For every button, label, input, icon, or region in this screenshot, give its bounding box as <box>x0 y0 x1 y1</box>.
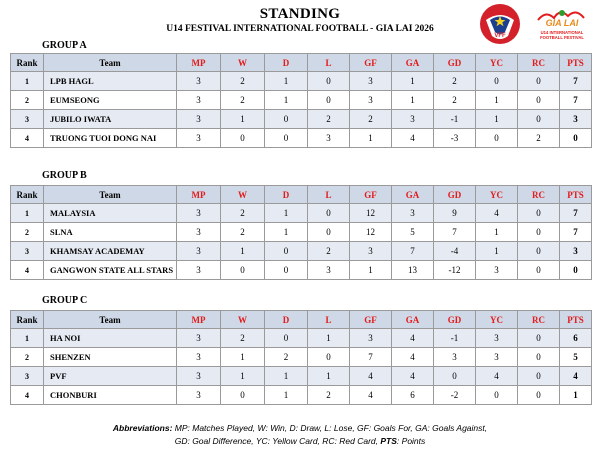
d-cell: 0 <box>265 110 308 129</box>
rank-cell: 2 <box>11 91 44 110</box>
team-cell: MALAYSIA <box>44 204 177 223</box>
mp-cell: 3 <box>177 386 221 405</box>
col-w: W <box>221 54 265 72</box>
svg-text:FOOTBALL FESTIVAL: FOOTBALL FESTIVAL <box>540 35 584 40</box>
ga-cell: 3 <box>392 204 434 223</box>
w-cell: 2 <box>221 204 265 223</box>
d-cell: 1 <box>265 223 308 242</box>
mp-cell: 3 <box>177 261 221 280</box>
rc-cell: 0 <box>518 386 560 405</box>
d-cell: 1 <box>265 91 308 110</box>
rc-cell: 0 <box>518 72 560 91</box>
table-row <box>11 110 592 129</box>
rank-cell: 2 <box>11 348 44 367</box>
gd-cell: -3 <box>434 129 476 148</box>
group-c-table <box>10 310 592 405</box>
gd-cell: -1 <box>434 110 476 129</box>
table-row <box>11 261 592 280</box>
mp-cell: 3 <box>177 242 221 261</box>
l-cell: 0 <box>308 348 350 367</box>
gf-cell: 3 <box>350 72 392 91</box>
ga-cell: 1 <box>392 91 434 110</box>
l-cell: 2 <box>308 110 350 129</box>
gf-cell: 3 <box>350 242 392 261</box>
gf-cell: 12 <box>350 223 392 242</box>
table-row <box>11 242 592 261</box>
rank-cell: 1 <box>11 72 44 91</box>
group-b-table <box>10 185 592 280</box>
yc-cell: 0 <box>476 386 518 405</box>
col-yc: YC <box>476 54 518 72</box>
yc-cell: 1 <box>476 91 518 110</box>
pts-cell: 7 <box>560 223 592 242</box>
ga-cell: 4 <box>392 329 434 348</box>
gf-cell: 2 <box>350 110 392 129</box>
col-w: W <box>221 311 265 329</box>
yc-cell: 1 <box>476 223 518 242</box>
w-cell: 1 <box>221 110 265 129</box>
l-cell: 3 <box>308 261 350 280</box>
l-cell: 3 <box>308 129 350 148</box>
rc-cell: 0 <box>518 223 560 242</box>
d-cell: 0 <box>265 329 308 348</box>
table-row <box>11 329 592 348</box>
team-cell: KHAMSAY ACADEMAY <box>44 242 177 261</box>
ga-cell: 4 <box>392 367 434 386</box>
team-cell: JUBILO IWATA <box>44 110 177 129</box>
col-yc: YC <box>476 186 518 204</box>
gd-cell: -4 <box>434 242 476 261</box>
mp-cell: 3 <box>177 367 221 386</box>
mp-cell: 3 <box>177 329 221 348</box>
ga-cell: 4 <box>392 129 434 148</box>
gd-cell: 7 <box>434 223 476 242</box>
abbreviations-label: Abbreviations: <box>112 423 173 433</box>
table-row <box>11 204 592 223</box>
rc-cell: 0 <box>518 91 560 110</box>
yc-cell: 1 <box>476 242 518 261</box>
svg-text:VFF: VFF <box>494 33 506 39</box>
group-a-table <box>10 53 592 148</box>
table-row <box>11 386 592 405</box>
col-gf: GF <box>350 54 392 72</box>
team-cell: SHENZEN <box>44 348 177 367</box>
col-l: L <box>308 186 350 204</box>
ga-cell: 7 <box>392 242 434 261</box>
table-header-row <box>11 54 592 72</box>
ga-cell: 6 <box>392 386 434 405</box>
col-gd: GD <box>434 186 476 204</box>
yc-cell: 0 <box>476 72 518 91</box>
col-l: L <box>308 54 350 72</box>
festival-logo-icon <box>532 6 592 44</box>
rc-cell: 0 <box>518 367 560 386</box>
col-d: D <box>265 54 308 72</box>
d-cell: 2 <box>265 348 308 367</box>
l-cell: 0 <box>308 204 350 223</box>
gf-cell: 4 <box>350 386 392 405</box>
gd-cell: 2 <box>434 72 476 91</box>
team-cell: CHONBURI <box>44 386 177 405</box>
col-rc: RC <box>518 186 560 204</box>
col-team: Team <box>44 311 177 329</box>
gf-cell: 1 <box>350 129 392 148</box>
pts-cell: 0 <box>560 261 592 280</box>
page-title: STANDING <box>259 6 341 22</box>
group-a-label: GROUP A <box>42 40 87 51</box>
gd-cell: -1 <box>434 329 476 348</box>
col-pts: PTS <box>560 186 592 204</box>
yc-cell: 4 <box>476 204 518 223</box>
ga-cell: 1 <box>392 72 434 91</box>
col-ga: GA <box>392 54 434 72</box>
col-mp: MP <box>177 186 221 204</box>
pts-cell: 0 <box>560 129 592 148</box>
svg-text:U14 INTERNATIONAL: U14 INTERNATIONAL <box>540 30 584 35</box>
yc-cell: 3 <box>476 348 518 367</box>
col-d: D <box>265 311 308 329</box>
table-header-row <box>11 186 592 204</box>
col-rank: Rank <box>11 186 44 204</box>
team-cell: HA NOI <box>44 329 177 348</box>
rank-cell: 2 <box>11 223 44 242</box>
d-cell: 0 <box>265 129 308 148</box>
w-cell: 2 <box>221 72 265 91</box>
gf-cell: 4 <box>350 367 392 386</box>
ga-cell: 4 <box>392 348 434 367</box>
d-cell: 1 <box>265 367 308 386</box>
team-cell: TRUONG TUOI DONG NAI <box>44 129 177 148</box>
ga-cell: 5 <box>392 223 434 242</box>
gd-cell: -12 <box>434 261 476 280</box>
mp-cell: 3 <box>177 129 221 148</box>
d-cell: 0 <box>265 261 308 280</box>
l-cell: 2 <box>308 386 350 405</box>
w-cell: 0 <box>221 386 265 405</box>
rc-cell: 0 <box>518 110 560 129</box>
rank-cell: 3 <box>11 367 44 386</box>
rank-cell: 4 <box>11 261 44 280</box>
d-cell: 0 <box>265 242 308 261</box>
abbreviations-line-1 <box>0 422 600 435</box>
w-cell: 1 <box>221 242 265 261</box>
team-cell: PVF <box>44 367 177 386</box>
abbreviations-line-2 <box>0 435 600 448</box>
col-rank: Rank <box>11 54 44 72</box>
mp-cell: 3 <box>177 348 221 367</box>
col-rc: RC <box>518 54 560 72</box>
gd-cell: 9 <box>434 204 476 223</box>
table-row <box>11 91 592 110</box>
rank-cell: 1 <box>11 329 44 348</box>
gf-cell: 3 <box>350 329 392 348</box>
col-team: Team <box>44 186 177 204</box>
col-pts: PTS <box>560 311 592 329</box>
w-cell: 1 <box>221 348 265 367</box>
abbreviations-text-2: GD: Goal Difference, YC: Yellow Card, RC: Red Card, <box>174 436 379 446</box>
col-gd: GD <box>434 54 476 72</box>
gf-cell: 3 <box>350 91 392 110</box>
rank-cell: 3 <box>11 110 44 129</box>
pts-cell: 7 <box>560 91 592 110</box>
l-cell: 0 <box>308 72 350 91</box>
w-cell: 2 <box>221 223 265 242</box>
mp-cell: 3 <box>177 204 221 223</box>
l-cell: 0 <box>308 223 350 242</box>
yc-cell: 1 <box>476 110 518 129</box>
abbreviations-pts-label: PTS <box>380 436 397 446</box>
col-rank: Rank <box>11 311 44 329</box>
gd-cell: -2 <box>434 386 476 405</box>
yc-cell: 0 <box>476 129 518 148</box>
abbreviations-text-1: MP: Matches Played, W: Win, D: Draw, L: Lose, GF: Goals For, GA: Goals Against, <box>174 423 488 433</box>
ga-cell: 3 <box>392 110 434 129</box>
table-row <box>11 72 592 91</box>
pts-cell: 3 <box>560 110 592 129</box>
col-gd: GD <box>434 311 476 329</box>
rc-cell: 0 <box>518 261 560 280</box>
col-team: Team <box>44 54 177 72</box>
table-row <box>11 367 592 386</box>
w-cell: 2 <box>221 91 265 110</box>
d-cell: 1 <box>265 386 308 405</box>
yc-cell: 3 <box>476 329 518 348</box>
w-cell: 1 <box>221 367 265 386</box>
rc-cell: 0 <box>518 242 560 261</box>
group-b-label: GROUP B <box>42 170 87 181</box>
yc-cell: 3 <box>476 261 518 280</box>
col-gf: GF <box>350 311 392 329</box>
table-row <box>11 348 592 367</box>
pts-cell: 6 <box>560 329 592 348</box>
d-cell: 1 <box>265 72 308 91</box>
gf-cell: 1 <box>350 261 392 280</box>
mp-cell: 3 <box>177 223 221 242</box>
col-mp: MP <box>177 54 221 72</box>
rank-cell: 4 <box>11 129 44 148</box>
rc-cell: 0 <box>518 204 560 223</box>
col-l: L <box>308 311 350 329</box>
gd-cell: 3 <box>434 348 476 367</box>
rank-cell: 3 <box>11 242 44 261</box>
col-d: D <box>265 186 308 204</box>
pts-cell: 1 <box>560 386 592 405</box>
l-cell: 1 <box>308 367 350 386</box>
col-yc: YC <box>476 311 518 329</box>
mp-cell: 3 <box>177 72 221 91</box>
gf-cell: 7 <box>350 348 392 367</box>
team-cell: EUMSEONG <box>44 91 177 110</box>
pts-cell: 7 <box>560 72 592 91</box>
rc-cell: 0 <box>518 329 560 348</box>
gd-cell: 2 <box>434 91 476 110</box>
pts-cell: 3 <box>560 242 592 261</box>
table-row <box>11 223 592 242</box>
l-cell: 0 <box>308 91 350 110</box>
rc-cell: 2 <box>518 129 560 148</box>
pts-cell: 4 <box>560 367 592 386</box>
abbreviations-note <box>0 422 600 448</box>
col-ga: GA <box>392 311 434 329</box>
d-cell: 1 <box>265 204 308 223</box>
mp-cell: 3 <box>177 91 221 110</box>
table-row <box>11 129 592 148</box>
rank-cell: 1 <box>11 204 44 223</box>
col-ga: GA <box>392 186 434 204</box>
col-w: W <box>221 186 265 204</box>
mp-cell: 3 <box>177 110 221 129</box>
page-subtitle: U14 FESTIVAL INTERNATIONAL FOOTBALL - GIA LAI 2026 <box>166 24 434 34</box>
w-cell: 0 <box>221 129 265 148</box>
team-cell: GANGWON STATE ALL STARS <box>44 261 177 280</box>
svg-text:GIA LAI: GIA LAI <box>545 18 579 28</box>
w-cell: 2 <box>221 329 265 348</box>
col-rc: RC <box>518 311 560 329</box>
col-pts: PTS <box>560 54 592 72</box>
team-cell: SLNA <box>44 223 177 242</box>
pts-cell: 7 <box>560 204 592 223</box>
gd-cell: 0 <box>434 367 476 386</box>
w-cell: 0 <box>221 261 265 280</box>
col-gf: GF <box>350 186 392 204</box>
l-cell: 2 <box>308 242 350 261</box>
table-header-row <box>11 311 592 329</box>
rc-cell: 0 <box>518 348 560 367</box>
pts-cell: 5 <box>560 348 592 367</box>
abbreviations-pts-text: : Points <box>396 436 426 446</box>
gf-cell: 12 <box>350 204 392 223</box>
team-cell: LPB HAGL <box>44 72 177 91</box>
l-cell: 1 <box>308 329 350 348</box>
ga-cell: 13 <box>392 261 434 280</box>
yc-cell: 4 <box>476 367 518 386</box>
vff-logo-icon <box>478 2 522 46</box>
group-c-label: GROUP C <box>42 295 88 306</box>
col-mp: MP <box>177 311 221 329</box>
rank-cell: 4 <box>11 386 44 405</box>
